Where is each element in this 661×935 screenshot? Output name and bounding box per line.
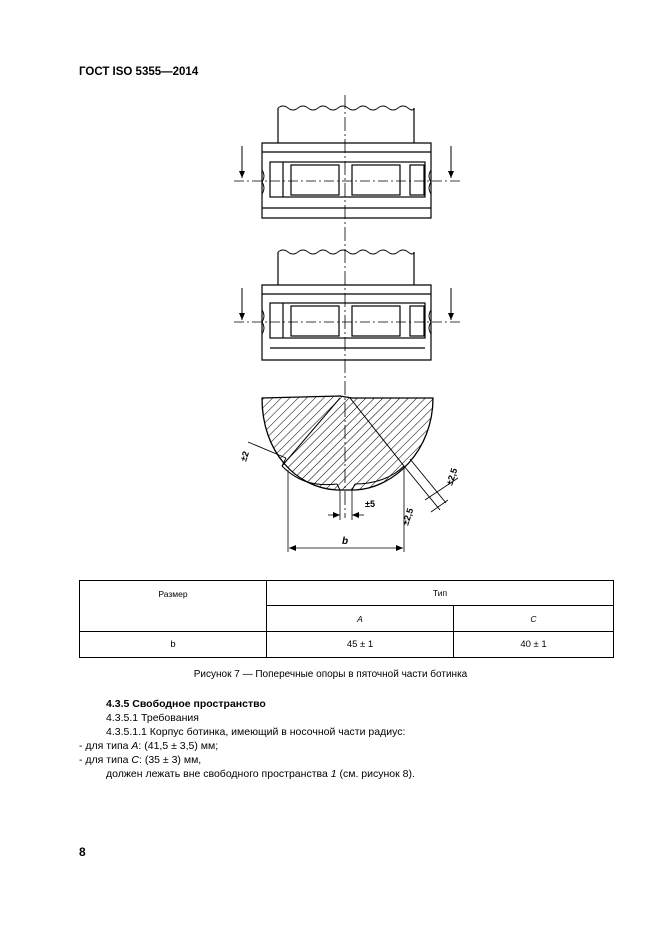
header-type-a: A: [267, 606, 454, 632]
paragraph-text: должен лежать вне свободного пространства: [106, 768, 331, 780]
page-number: 8: [79, 845, 86, 859]
list-prefix: - для типа: [79, 754, 132, 766]
dim-label-right-top: ±2,5: [444, 466, 460, 487]
cell-c: 40 ± 1: [454, 632, 614, 658]
view-1-boot-support: [262, 106, 431, 218]
list-value: : (41,5 ± 3,5) мм;: [138, 740, 219, 752]
list-item-type-c: [79, 754, 201, 766]
header-type-c: C: [454, 606, 614, 632]
section-heading: 4.3.5 Свободное пространство: [106, 698, 266, 710]
type-letter: C: [131, 754, 139, 766]
list-value: : (35 ± 3) мм,: [138, 754, 202, 766]
dimensions-table: [79, 580, 614, 658]
list-prefix: - для типа: [79, 740, 132, 752]
section-view-heel: [248, 390, 458, 552]
paragraph-text-end: (см. рисунок 8).: [336, 768, 415, 780]
dim-label-center: ±5: [365, 499, 375, 509]
cell-size: b: [80, 632, 267, 658]
subsection-title: 4.3.5.1 Требования: [106, 712, 199, 724]
table-row: [80, 632, 614, 658]
dim-label-left: ±2: [238, 450, 251, 463]
list-item-type-a: [79, 740, 218, 752]
paragraph-1: 4.3.5.1.1 Корпус ботинка, имеющий в носочной части радиус:: [106, 726, 406, 738]
dim-label-b: b: [342, 536, 349, 547]
header-size: Размер: [80, 581, 267, 632]
type-letter: A: [131, 740, 139, 752]
paragraph-2: [106, 768, 415, 780]
cell-a: 45 ± 1: [267, 632, 454, 658]
view-2-boot-support: [262, 250, 431, 360]
space-number: 1: [330, 768, 337, 780]
dim-label-right-bottom: ±2,5: [400, 506, 416, 527]
header-type: Тип: [267, 581, 614, 606]
document-header: ГОСТ ISO 5355—2014: [79, 66, 199, 78]
figure-caption: Рисунок 7 — Поперечные опоры в пяточной части ботинка: [193, 669, 468, 680]
